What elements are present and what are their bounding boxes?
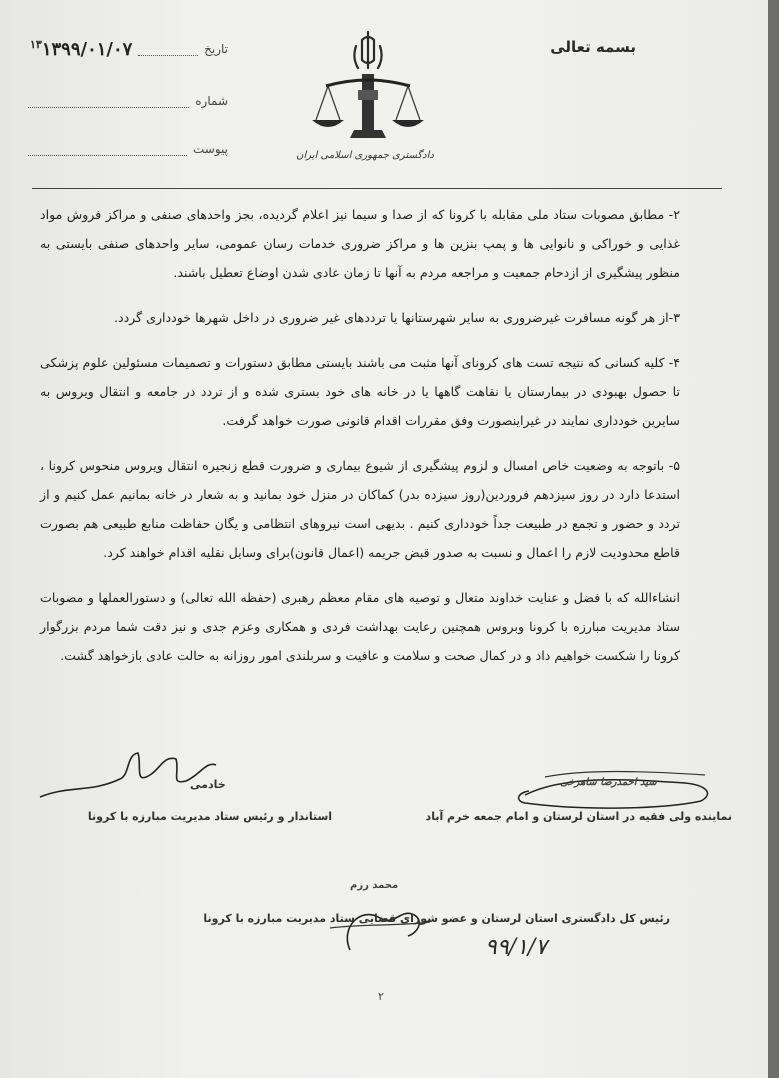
paragraph-3: ۳-از هر گونه مسافرت غیرضروری به سایر شهرستانها یا ترددهای غیر ضروری در داخل شهرها خودداری گردد. xyxy=(113,310,680,325)
left-signature-icon xyxy=(30,745,230,805)
bottom-signer-name: محمد رزم xyxy=(350,880,399,891)
left-signer-title: استاندار و رئیس ستاد مدیریت مبارزه با کرونا xyxy=(87,810,333,823)
page-number: ۲ xyxy=(378,990,384,1003)
organization-name: دادگستری جمهوری اسلامی ایران xyxy=(296,150,434,161)
bottom-signer-title: رئیس کل دادگستری استان لرستان و عضو شورای قضایی ستاد مدیریت مبارزه با کرونا xyxy=(203,912,670,925)
right-signer-stamp: سید احمدرضا شاهرخی xyxy=(560,777,657,788)
closing-paragraph: انشاءالله که با فضل و عنایت خداوند متعال و توصیه های مقام معظم رهبری (حفظه الله تعالی) و دستورالعملها و مصوبات ستاد مدیریت مبارزه با کرونا وبروس همچنین رعایت بهداشت فردی و همکاری وعزم جدی و نیز دقت شما مردم بزرگوار کرونا را شکست خواهیم داد و در کمال صحت و سلامت و عافیت و سربلندی امور روزانه به حالت عادی بازخواهد گشت. xyxy=(40,590,680,663)
left-signer-name: خادمی xyxy=(190,778,226,791)
number-dots xyxy=(28,99,189,108)
letter-body xyxy=(40,200,680,686)
right-signer-title: نماینده ولی فقیه در استان لرستان و امام جمعه خرم آباد xyxy=(425,810,732,823)
date-number: ۱۳۹۹/۰۱/۰۷ xyxy=(41,39,133,60)
attachment-label: پیوست xyxy=(193,142,228,156)
paragraph-2: ۲- مطابق مصوبات ستاد ملی مقابله با کرونا که از صدا و سیما نیز اعلام گردیده، بجز واحدهای صنفی و مراکز فروش مواد غذایی و خوراکی و نانوایی ها و پمپ بنزین ها و مراکز ضروری خدمات رسان عمومی، سایر واحدهای صنفی بایستی به منظور پیشگیری از ازدحام جمعیت و مراجعه مردم به آنها تا زمان عادی شدن اوضاع تعطیل باشند. xyxy=(40,207,680,280)
date-dots xyxy=(138,47,198,56)
date-label: تاریخ xyxy=(204,42,228,56)
number-row xyxy=(28,94,228,108)
date-row xyxy=(28,42,228,56)
right-signature-icon xyxy=(505,765,725,815)
attachment-dots xyxy=(28,147,187,156)
date-prefix: ۱۳ xyxy=(30,38,42,51)
attachment-row xyxy=(28,142,228,156)
paragraph-5: ۵- باتوجه به وضعیت خاص امسال و لزوم پیشگیری از شیوع بیماری و ضرورت قطع زنجیره انتقال ویروس منحوس کرونا ، استدعا دارد در روز سیزدهم فروردین(روز سیزده بدر) کماکان در منزل خود بمانید و به شعار در خانه بمانیم عمل کنیم و از تردد و حضور و تجمع در طبیعت جداً خودداری کنیم . بدیهی است نیروهای انتظامی و یگان حفاظت منابع طبیعی هم بصورت قاطع محدودیت لازم را اعمال و نسبت به صدور قبض جریمه (اعمال قانون)برای وسایل نقلیه اقدام خواهند کرد. xyxy=(40,458,680,560)
paragraph-4: ۴- کلیه کسانی که نتیجه تست های کرونای آنها مثبت می باشند بایستی مطابق دستورات و تصمیمات مسئولین علوم پزشکی تا حصول بهبودی در بیمارستان یا نقاهت گاهها یا در خانه های خود بستری شده و از تردد در جامعه و انتقال ویروس به سایرین خودداری نمایند در غیراینصورت وفق مقررات اقدام قانونی صورت خواهد گرفت. xyxy=(40,355,680,428)
header-divider xyxy=(32,188,722,189)
handwritten-date: ۹۹/۱/۷ xyxy=(485,935,548,960)
number-label: شماره xyxy=(195,94,228,108)
bismillah-heading: بسمه تعالی xyxy=(550,38,636,56)
